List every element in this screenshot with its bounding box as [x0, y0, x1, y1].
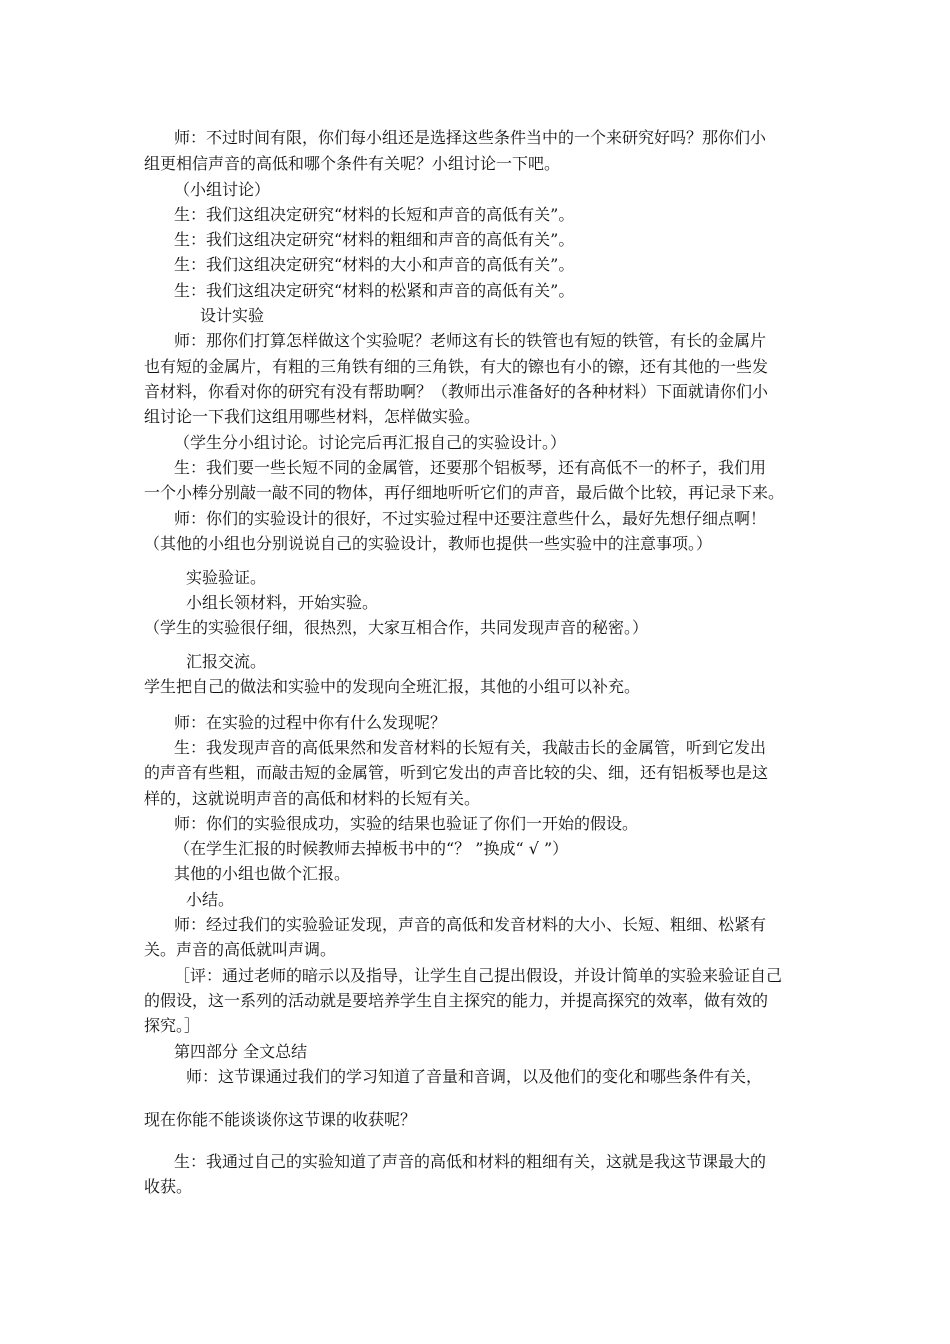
text-line: 样的，这就说明声音的高低和材料的长短有关。 — [144, 789, 481, 808]
section-heading: 设计实验 — [200, 306, 265, 325]
text-line: 现在你能不能谈谈你这节课的收获呢？ — [144, 1110, 417, 1129]
text-line: 也有短的金属片，有粗的三角铁有细的三角铁，有大的镲也有小的镲，还有其他的一些发 — [144, 357, 769, 376]
text-line: 组讨论一下我们这组用哪些材料，怎样做实验。 — [144, 407, 481, 426]
text-line: （其他的小组也分别说说自己的实验设计，教师也提供一些实验中的注意事项。） — [144, 534, 713, 553]
text-line: 师：不过时间有限，你们每小组还是选择这些条件当中的一个来研究好吗？那你们小 — [174, 128, 767, 147]
text-line: 师：你们的实验设计的很好，不过实验过程中还要注意些什么，最好先想仔细点啊！ — [174, 509, 767, 528]
section-heading: 第四部分 全文总结 — [174, 1042, 308, 1061]
section-heading: 汇报交流。 — [186, 652, 267, 671]
text-line: 生：我们这组决定研究“材料的长短和声音的高低有关”。 — [174, 205, 575, 224]
text-line: （小组讨论） — [174, 180, 271, 199]
section-heading: 实验验证。 — [186, 568, 267, 587]
text-line: 的声音有些粗，而敲击短的金属管，听到它发出的声音比较的尖、细，还有铝板琴也是这 — [144, 763, 769, 782]
text-line: （学生的实验很仔细，很热烈，大家互相合作，共同发现声音的秘密。） — [144, 618, 649, 637]
text-line: 生：我们这组决定研究“材料的粗细和声音的高低有关”。 — [174, 230, 575, 249]
text-line: 学生把自己的做法和实验中的发现向全班汇报，其他的小组可以补充。 — [144, 677, 641, 696]
text-line: 师：经过我们的实验验证发现，声音的高低和发音材料的大小、长短、粗细、松紧有 — [174, 915, 767, 934]
text-line: 师：你们的实验很成功，实验的结果也验证了你们一开始的假设。 — [174, 814, 639, 833]
text-line: 的假设，这一系列的活动就是要培养学生自主探究的能力，并提高探究的效率，做有效的 — [144, 991, 769, 1010]
text-line: 组更相信声音的高低和哪个条件有关呢？小组讨论一下吧。 — [144, 154, 561, 173]
text-line: 生：我们要一些长短不同的金属管，还要那个铝板琴，还有高低不一的杯子，我们用 — [174, 458, 767, 477]
text-line: 生：我发现声音的高低果然和发音材料的长短有关，我敲击长的金属管，听到它发出 — [174, 738, 767, 757]
section-heading: 小结。 — [186, 890, 235, 909]
text-line: 师：这节课通过我们的学习知道了音量和音调，以及他们的变化和哪些条件有关， — [186, 1067, 763, 1086]
text-line: 关。声音的高低就叫声调。 — [144, 940, 337, 959]
text-line: ［评：通过老师的暗示以及指导，让学生自己提出假设，并设计简单的实验来验证自己 — [174, 966, 783, 985]
text-line: 生：我们这组决定研究“材料的松紧和声音的高低有关”。 — [174, 281, 575, 300]
text-line: （学生分小组讨论。讨论完后再汇报自己的实验设计。） — [174, 433, 567, 452]
text-line: 生：我通过自己的实验知道了声音的高低和材料的粗细有关，这就是我这节课最大的 — [174, 1152, 767, 1171]
text-line: （在学生汇报的时候教师去掉板书中的“？ ”换成“ √ ”） — [174, 839, 569, 858]
text-line: 生：我们这组决定研究“材料的大小和声音的高低有关”。 — [174, 255, 575, 274]
text-line: 师：在实验的过程中你有什么发现呢？ — [174, 713, 447, 732]
text-line: 探究。］ — [144, 1016, 201, 1035]
text-line: 音材料，你看对你的研究有没有帮助啊？（教师出示准备好的各种材料）下面就请你们小 — [144, 382, 769, 401]
text-line: 其他的小组也做个汇报。 — [174, 864, 351, 883]
text-line: 一个小棒分别敲一敲不同的物体，再仔细地听听它们的声音，最后做个比较，再记录下来。 — [144, 483, 785, 502]
text-line: 小组长领材料，开始实验。 — [186, 593, 379, 612]
text-line: 师：那你们打算怎样做这个实验呢？老师这有长的铁管也有短的铁管，有长的金属片 — [174, 331, 767, 350]
text-line: 收获。 — [144, 1177, 193, 1196]
